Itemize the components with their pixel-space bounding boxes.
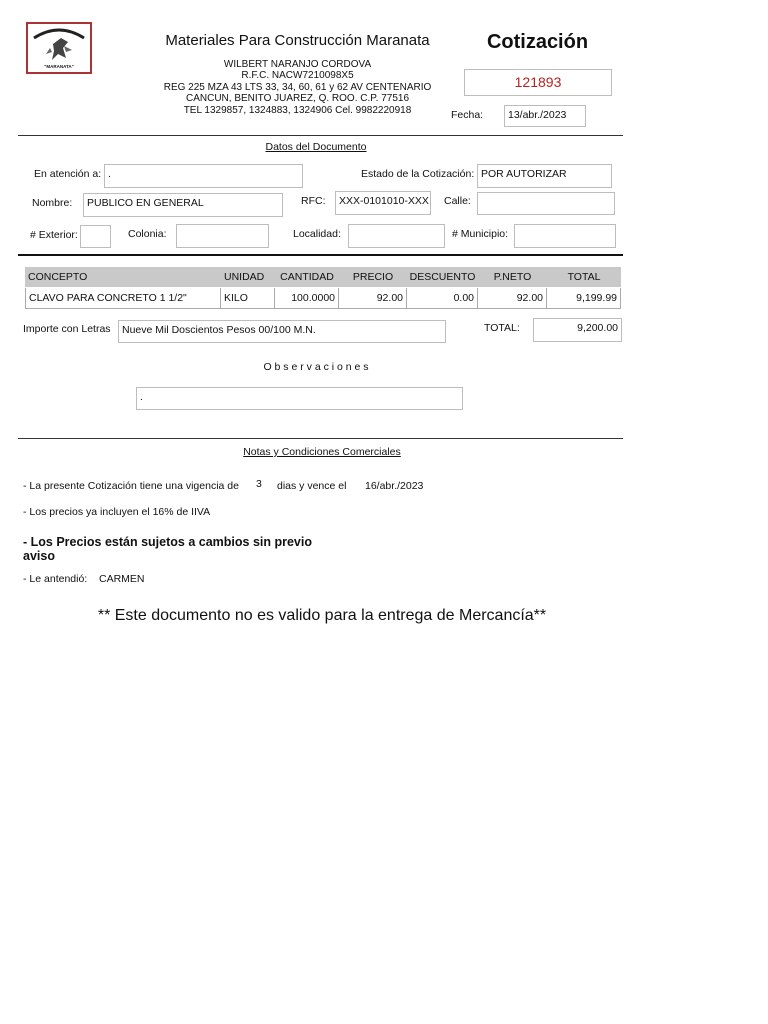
col-header-descuento: DESCUENTO [407, 267, 478, 287]
company-logo [26, 22, 92, 74]
company-rfc: R.F.C. NACW7210098X5 [241, 70, 354, 81]
table-bottom-line [25, 308, 621, 309]
localidad-field [348, 224, 445, 248]
company-address-1: REG 225 MZA 43 LTS 33, 34, 60, 61 y 62 AV CENTENARIO [163, 82, 432, 93]
col-header-cantidad: CANTIDAD [275, 267, 339, 287]
cell-cantidad: 100.0000 [275, 288, 339, 308]
datos-divider [18, 254, 623, 256]
importe-letras-field: Nueve Mil Doscientos Pesos 00/100 M.N. [118, 320, 446, 343]
municipio-field [514, 224, 616, 248]
logo-text-bottom: "MARANATA" [44, 64, 74, 69]
calle-field [477, 192, 615, 215]
atendio-value: CARMEN [99, 573, 145, 585]
vigencia-text: - La presente Cotización tiene una vigencia de [23, 480, 239, 492]
document-number: 121893 [464, 69, 612, 96]
cell-precio: 92.00 [339, 288, 407, 308]
iva-note: - Los precios ya incluyen el 16% de IIVA [23, 506, 211, 518]
cell-unidad: KILO [221, 288, 275, 308]
fecha-field: 13/abr./2023 [504, 105, 586, 127]
estado-label: Estado de la Cotización: [361, 168, 475, 180]
atencion-label: En atención a: [34, 168, 102, 180]
exterior-label: # Exterior: [30, 229, 78, 241]
datos-section-title: Datos del Documento [265, 141, 367, 153]
col-header-pneto: P.NETO [478, 267, 547, 287]
fecha-label: Fecha: [451, 109, 484, 121]
cell-pneto: 92.00 [478, 288, 547, 308]
cell-total: 9,199.99 [547, 288, 621, 308]
company-name: Materiales Para Construcción Maranata [165, 32, 430, 49]
vigencia-fecha: 16/abr./2023 [365, 480, 424, 492]
notas-section-title: Notas y Condiciones Comerciales [243, 446, 401, 458]
rfc-label: RFC: [301, 195, 326, 207]
vigencia-dias: 3 [256, 478, 262, 490]
importe-letras-label: Importe con Letras [23, 323, 111, 335]
nombre-field: PUBLICO EN GENERAL [83, 193, 283, 217]
vigencia-mid-text: dias y vence el [277, 480, 347, 492]
localidad-label: Localidad: [293, 228, 341, 240]
footer-disclaimer: ** Este documento no es valido para la entrega de Mercancía** [97, 607, 547, 624]
cambios-note-line2: aviso [23, 549, 55, 563]
col-header-precio: PRECIO [339, 267, 407, 287]
cell-concepto: CLAVO PARA CONCRETO 1 1/2" [25, 288, 221, 308]
colonia-field [176, 224, 269, 248]
atencion-field: . [104, 164, 303, 188]
cambios-note-line1: - Los Precios están sujetos a cambios sin previo [23, 535, 312, 549]
observaciones-field: . [136, 387, 463, 410]
estado-field: POR AUTORIZAR [477, 164, 612, 188]
cell-descuento: 0.00 [407, 288, 478, 308]
municipio-label: # Municipio: [452, 228, 509, 240]
company-owner: WILBERT NARANJO CORDOVA [223, 59, 372, 70]
exterior-field [80, 225, 111, 248]
col-header-unidad: UNIDAD [221, 267, 275, 287]
col-header-concepto: CONCEPTO [25, 267, 221, 287]
observaciones-title: O b s e r v a c i o n e s [263, 361, 369, 373]
document-title: Cotización [486, 31, 589, 53]
atendio-label: - Le antendió: [23, 573, 88, 585]
total-field: 9,200.00 [533, 318, 622, 342]
col-header-total: TOTAL [547, 267, 621, 287]
company-phones: TEL 1329857, 1324883, 1324906 Cel. 9982220918 [183, 105, 412, 116]
calle-label: Calle: [444, 195, 471, 207]
total-label: TOTAL: [484, 322, 520, 334]
header-divider [18, 135, 623, 136]
company-address-2: CANCUN, BENITO JUAREZ, Q. ROO. C.P. 77516 [185, 93, 410, 104]
notas-divider [18, 438, 623, 439]
rfc-field: XXX-0101010-XXX [335, 191, 431, 215]
nombre-label: Nombre: [32, 197, 73, 209]
colonia-label: Colonia: [128, 228, 167, 240]
